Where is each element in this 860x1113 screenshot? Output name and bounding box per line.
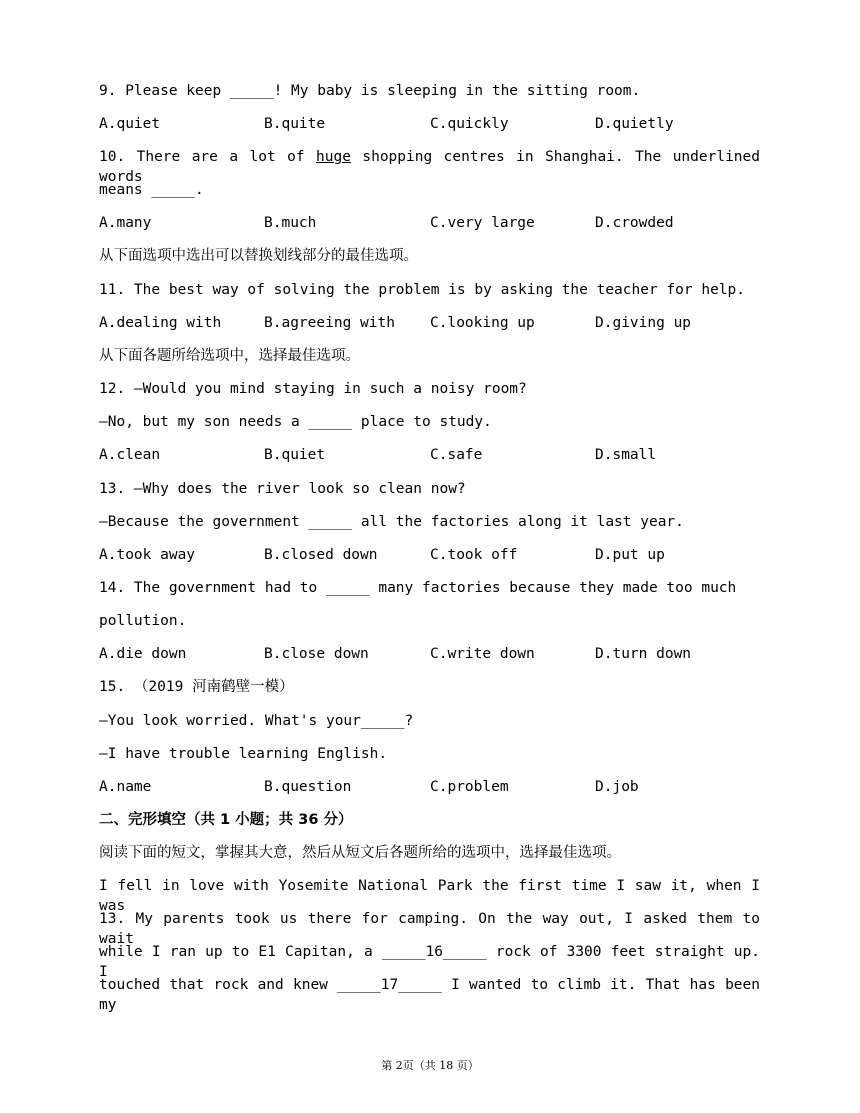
question-11-stem: 11. The best way of solving the problem is by asking the teacher for help. — [99, 282, 746, 298]
option-c: C.safe — [430, 447, 483, 463]
question-15-source: 15. （2019 河南鹤壁一模） — [99, 679, 294, 695]
option-d: D.quietly — [595, 116, 674, 132]
question-10-stem-continued: means _____. — [99, 182, 204, 198]
question-15-line-1: —You look worried. What's your_____? — [99, 713, 414, 729]
option-b: B.agreeing with — [264, 315, 395, 331]
passage-line: while I ran up to E1 Capitan, a _____16_____ rock of 3300 feet straight up. I — [99, 944, 760, 980]
option-d: D.turn down — [595, 646, 692, 662]
passage-line: 13. My parents took us there for camping. On the way out, I asked them to wait — [99, 911, 760, 947]
option-a: A.many — [99, 215, 152, 231]
question-14-line-2: pollution. — [99, 613, 187, 629]
question-14-line-1: 14. The government had to _____ many factories because they made too much — [99, 580, 737, 596]
underlined-word: huge — [316, 149, 351, 165]
option-b: B.much — [264, 215, 317, 231]
option-a: A.clean — [99, 447, 161, 463]
option-c: C.looking up — [430, 315, 535, 331]
option-a: A.die down — [99, 646, 187, 662]
option-d: D.crowded — [595, 215, 674, 231]
section-instruction: 阅读下面的短文，掌握其大意，然后从短文后各题所给的选项中，选择最佳选项。 — [99, 845, 621, 861]
option-a: A.quiet — [99, 116, 161, 132]
option-d: D.put up — [595, 547, 665, 563]
option-a: A.took away — [99, 547, 196, 563]
option-c: C.took off — [430, 547, 518, 563]
stem-text: 10. There are a lot of — [99, 149, 317, 165]
option-b: B.close down — [264, 646, 369, 662]
section-heading: 二、完形填空（共 1 小题；共 36 分） — [99, 812, 353, 828]
option-b: B.quiet — [264, 447, 326, 463]
option-b: B.quite — [264, 116, 326, 132]
option-c: C.write down — [430, 646, 535, 662]
option-b: B.question — [264, 779, 352, 795]
option-c: C.very large — [430, 215, 535, 231]
stem-text: shopping centres in Shanghai. The underlined words — [99, 149, 760, 185]
option-d: D.giving up — [595, 315, 692, 331]
option-c: C.problem — [430, 779, 509, 795]
option-d: D.job — [595, 779, 639, 795]
page-number: 第 2页（共 18 页） — [381, 1059, 479, 1072]
question-9-stem: 9. Please keep _____! My baby is sleeping in the sitting room. — [99, 83, 641, 99]
passage-line: I fell in love with Yosemite National Park the first time I saw it, when I was — [99, 878, 760, 914]
option-a: A.dealing with — [99, 315, 222, 331]
option-c: C.quickly — [430, 116, 509, 132]
question-12-line-1: 12. —Would you mind staying in such a noisy room? — [99, 381, 527, 397]
question-13-line-2: —Because the government _____ all the factories along it last year. — [99, 514, 684, 530]
question-12-line-2: —No, but my son needs a _____ place to study. — [99, 414, 492, 430]
question-15-line-2: —I have trouble learning English. — [99, 746, 388, 762]
option-a: A.name — [99, 779, 152, 795]
instruction-replace: 从下面选项中选出可以替换划线部分的最佳选项。 — [99, 248, 418, 264]
instruction-choose: 从下面各题所给选项中，选择最佳选项。 — [99, 348, 360, 364]
option-b: B.closed down — [264, 547, 378, 563]
passage-line: touched that rock and knew _____17_____ I wanted to climb it. That has been my — [99, 977, 760, 1013]
question-13-line-1: 13. —Why does the river look so clean now? — [99, 481, 466, 497]
option-d: D.small — [595, 447, 657, 463]
